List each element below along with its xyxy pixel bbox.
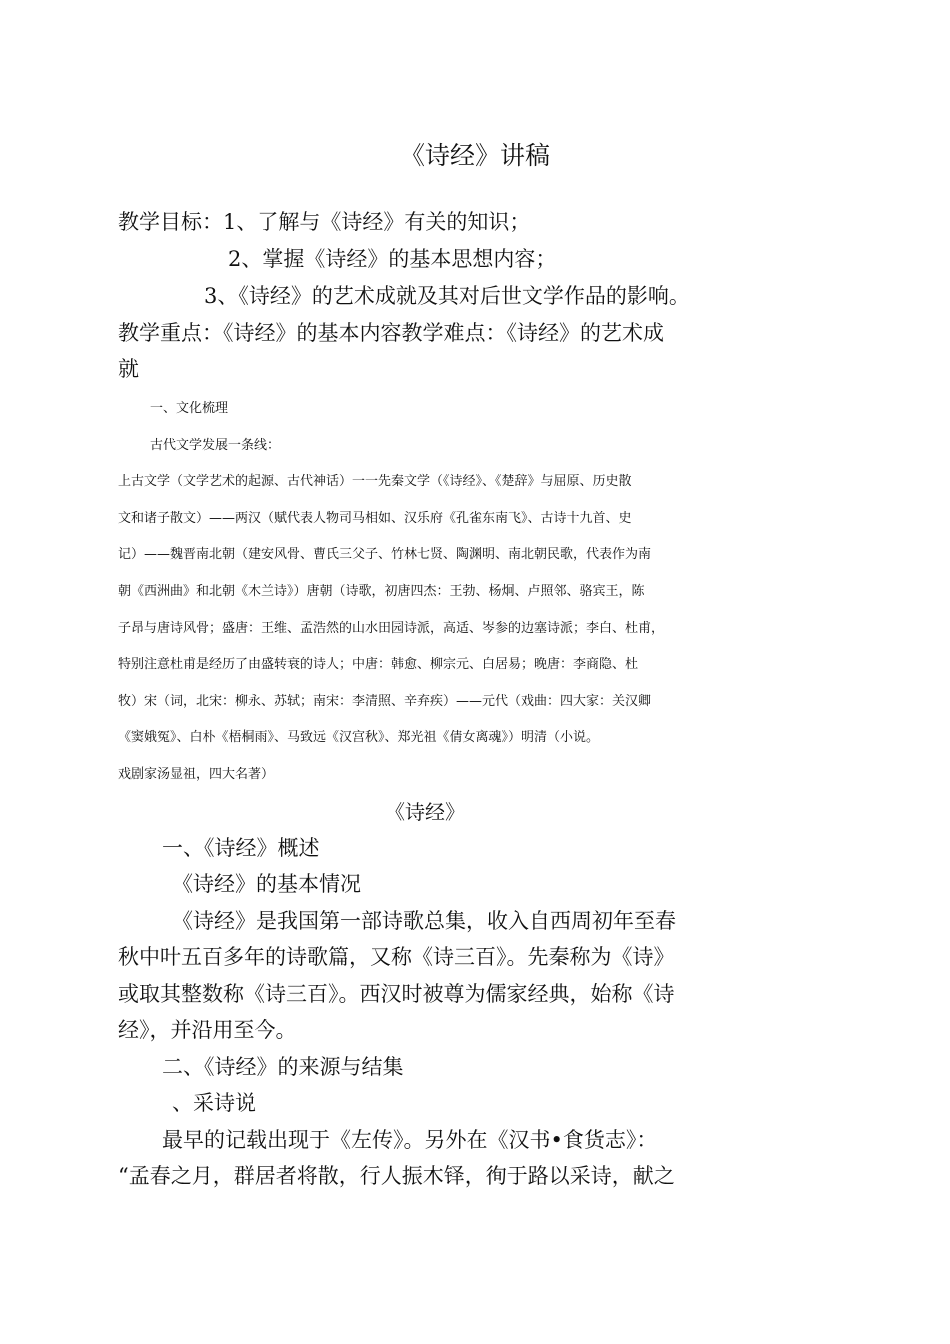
part1-subheading: 《诗经》的基本情况 [172, 872, 361, 896]
part2-heading: 二、《诗经》的来源与结集 [162, 1055, 404, 1079]
paragraph-line: 秋中叶五百多年的诗歌篇，又称《诗三百》。先秦称为《诗》 [118, 945, 675, 969]
culture-line: 子昂与唐诗风骨；盛唐：王维、孟浩然的山水田园诗派，高适、岑参的边塞诗派；李白、杜甫， [118, 621, 665, 636]
culture-subheading: 古代文学发展一条线： [150, 438, 281, 453]
paragraph-line: 最早的记载出现于《左传》。另外在《汉书•食货志》： [162, 1128, 658, 1152]
culture-line: 文和诸子散文）——两汉（赋代表人物司马相如、汉乐府《孔雀东南飞》、古诗十九首、史 [118, 511, 632, 526]
paragraph-line: 《诗经》是我国第一部诗歌总集，收入自西周初年至春 [172, 909, 676, 933]
objective-line-2: 2、掌握《诗经》的基本思想内容； [228, 247, 557, 271]
culture-heading: 一、文化梳理 [150, 401, 229, 416]
part1-heading: 一、《诗经》概述 [162, 836, 320, 860]
culture-line: 记）——魏晋南北朝（建安风骨、曹氏三父子、竹林七贤、陶渊明、南北朝民歌，代表作为南 [118, 547, 652, 562]
culture-line: 戏剧家汤显祖，四大名著） [118, 767, 275, 782]
focus-line: 教学重点：《诗经》的基本内容教学难点：《诗经》的艺术成 [118, 321, 664, 345]
shijing-heading: 《诗经》 [385, 800, 465, 824]
culture-line: 上古文学（文学艺术的起源、古代神话）一一先秦文学（《诗经》、《楚辞》与屈原、历史散 [118, 474, 632, 489]
objective-line-1: 教学目标：1、了解与《诗经》有关的知识； [118, 210, 531, 234]
culture-line: 《窦娥冤》、白朴《梧桐雨》、马致远《汉宫秋》、郑光祖《倩女离魂》）明清（小说。 [118, 730, 600, 745]
culture-line: 牧）宋（词，北宋：柳永、苏轼；南宋：李清照、辛弃疾）——元代（戏曲：四大家：关汉卿 [118, 694, 652, 709]
paragraph-line: “孟春之月，群居者将散，行人振木铎，徇于路以采诗，献之 [118, 1164, 675, 1188]
objective-line-3: 3、《诗经》的艺术成就及其对后世文学作品的影响。 [204, 284, 690, 308]
paragraph-line: 或取其整数称《诗三百》。西汉时被尊为儒家经典，始称《诗 [118, 982, 675, 1006]
culture-line: 特别注意杜甫是经历了由盛转衰的诗人；中唐：韩愈、柳宗元、白居易；晚唐：李商隐、杜 [118, 657, 639, 672]
paragraph-line: 经》，并沿用至今。 [118, 1018, 297, 1042]
part2-subheading: 、采诗说 [172, 1091, 256, 1115]
focus-line-cont: 就 [118, 357, 139, 381]
page-title: 《诗经》讲稿 [399, 141, 550, 170]
culture-line: 朝《西洲曲》和北朝《木兰诗》）唐朝（诗歌，初唐四杰：王勃、杨炯、卢照邻、骆宾王，陈 [118, 584, 645, 599]
